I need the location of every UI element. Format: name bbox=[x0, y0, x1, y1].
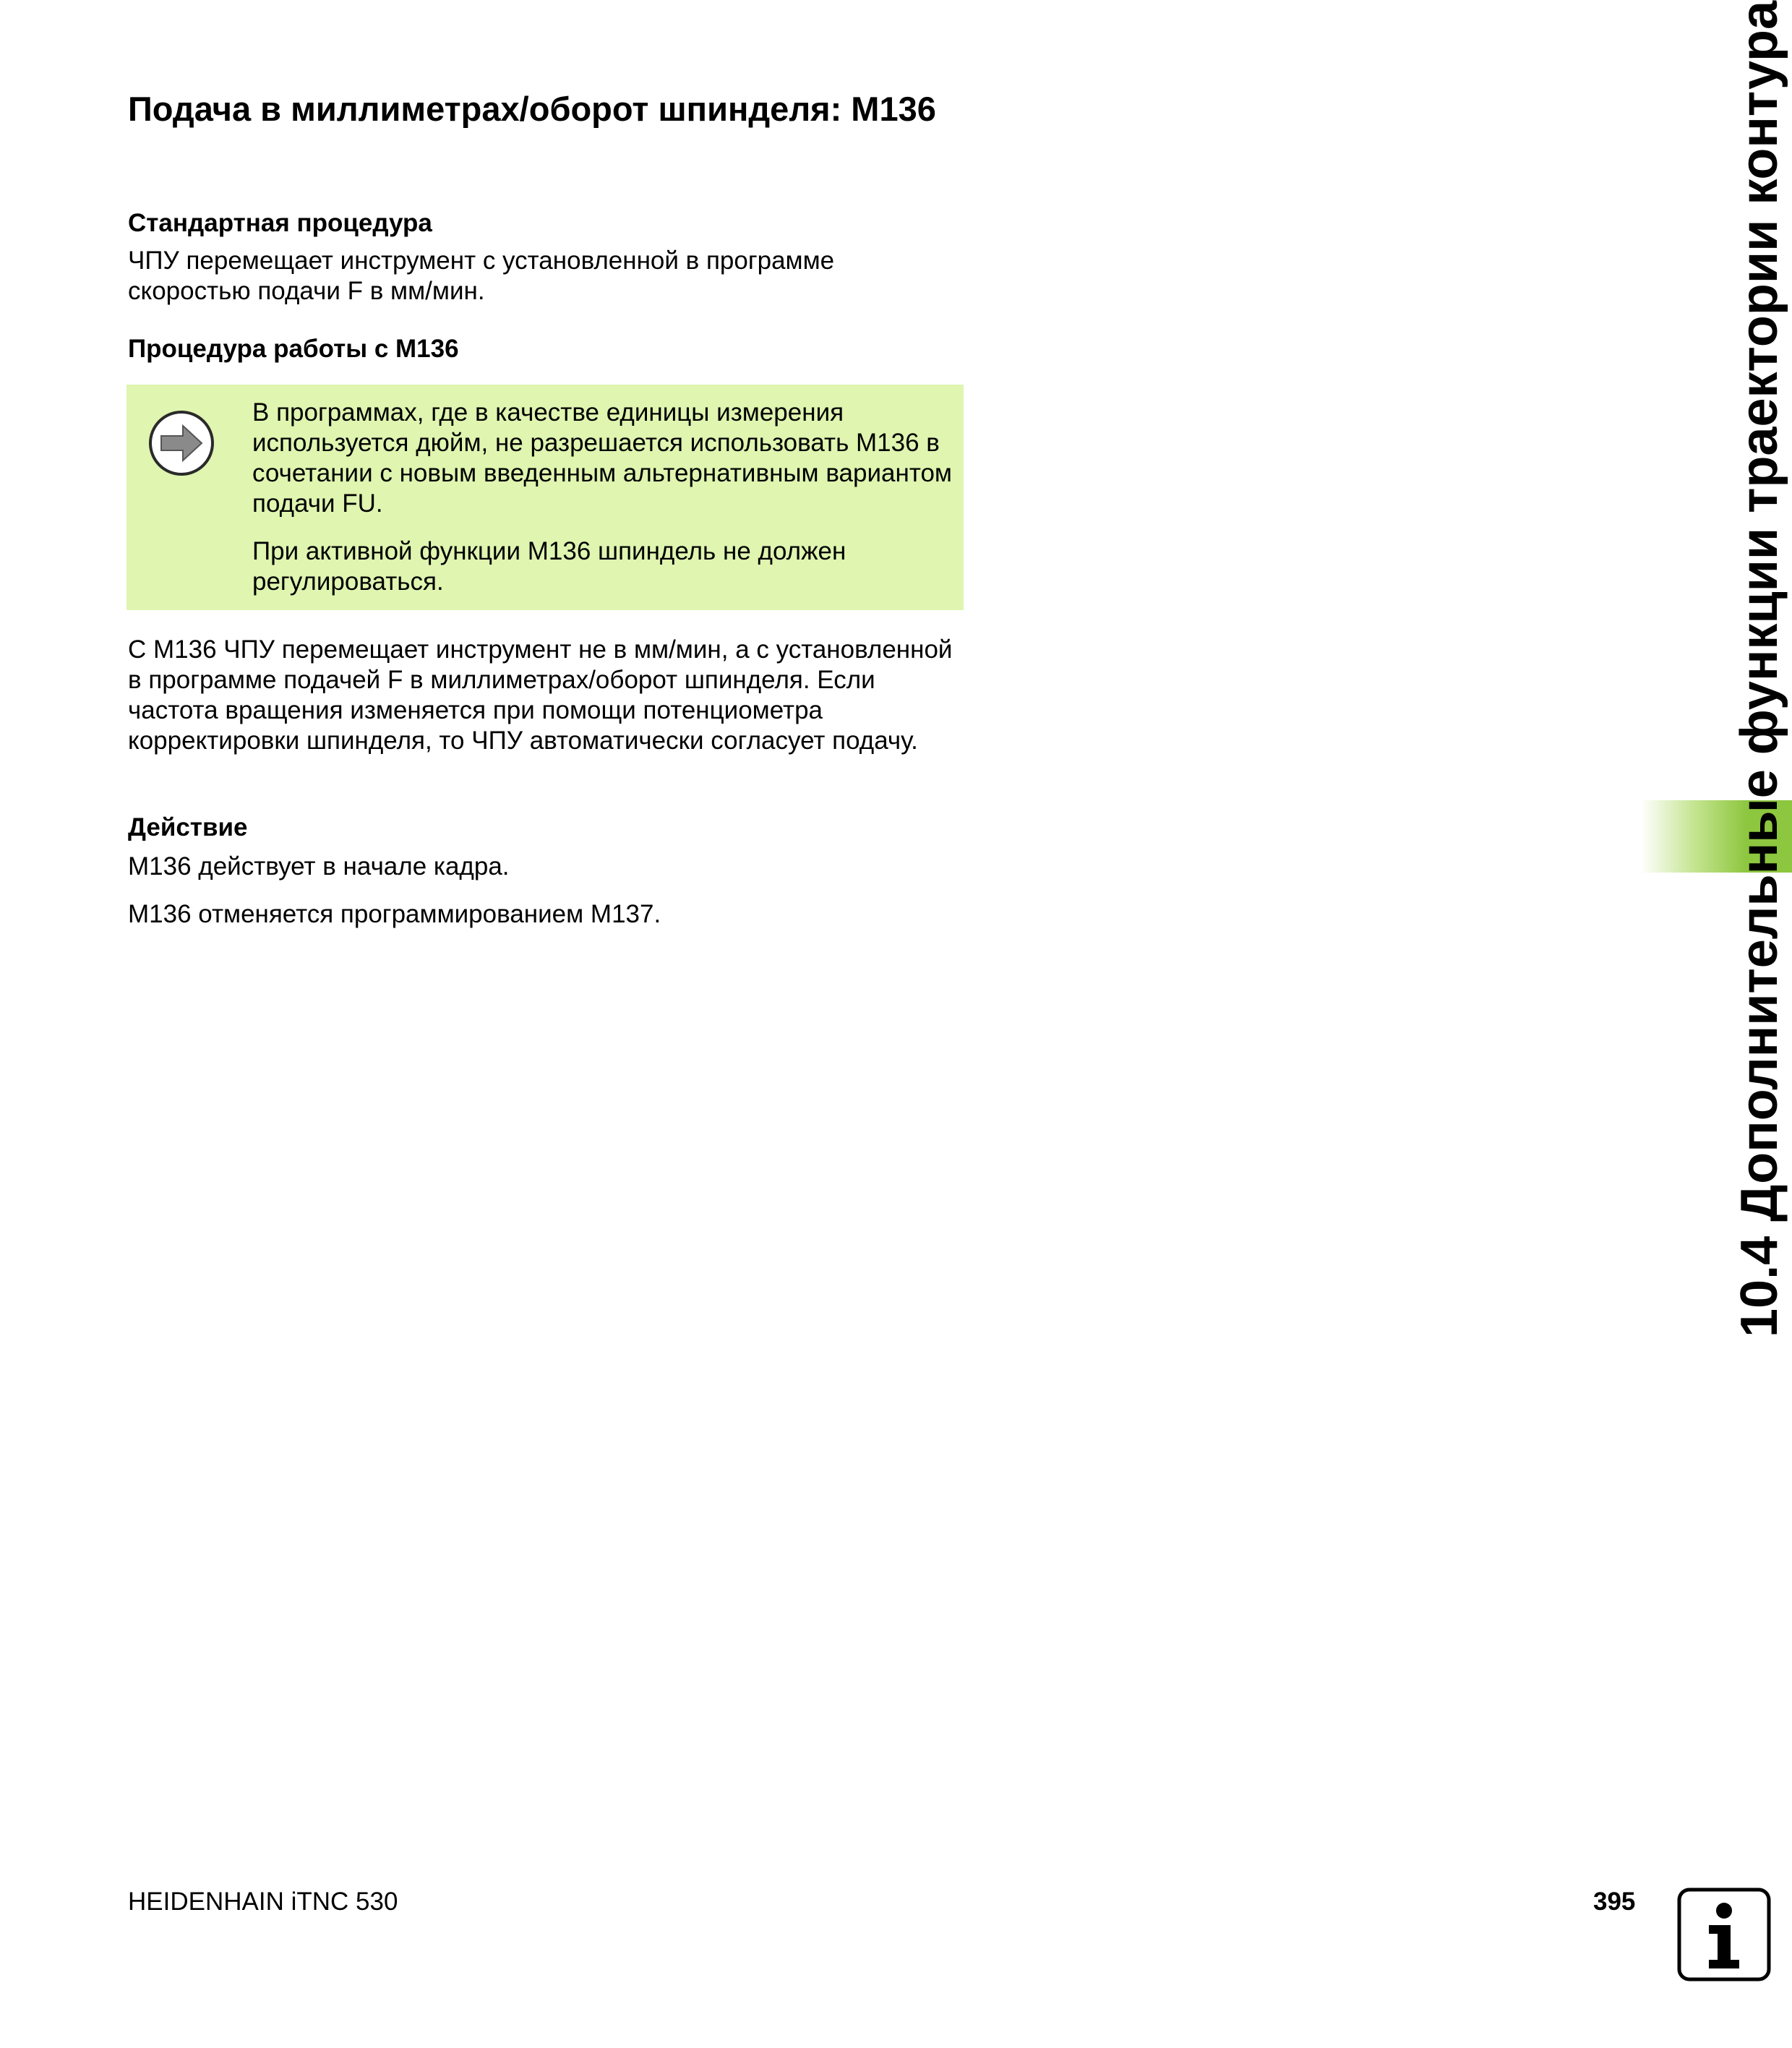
note-paragraph-1: В программах, где в качестве единицы измерения используется дюйм, не разрешается использовать M136 в сочетании с новым введенным альтернативным вариантом подачи FU. bbox=[252, 398, 952, 518]
chapter-title: 10.4 Дополнительные функции траектории контура bbox=[1731, 0, 1788, 1337]
paragraph-action-1: M136 действует в начале кадра. bbox=[128, 852, 510, 881]
page-title: Подача в миллиметрах/оборот шпинделя: M136 bbox=[128, 90, 936, 128]
note-box bbox=[127, 385, 964, 610]
page-number: 395 bbox=[1593, 1888, 1636, 1916]
heading-procedure: Процедура работы с M136 bbox=[128, 335, 459, 363]
note-paragraph-2: При активной функции M136 шпиндель не должен регулироваться. bbox=[252, 537, 846, 596]
note-text bbox=[252, 398, 953, 614]
paragraph-action-2: M136 отменяется программированием M137. bbox=[128, 900, 661, 928]
footer-product: HEIDENHAIN iTNC 530 bbox=[128, 1888, 398, 1916]
paragraph-standard: ЧПУ перемещает инструмент с установленной в программе скоростью подачи F в мм/мин. bbox=[128, 247, 835, 305]
info-icon[interactable] bbox=[1677, 1888, 1771, 1981]
arrow-right-circle-icon bbox=[148, 410, 215, 476]
heading-standard: Стандартная процедура bbox=[128, 209, 432, 237]
paragraph-procedure: С M136 ЧПУ перемещает инструмент не в мм/мин, а с установленной в программе подачей F в миллиметрах/оборот шпинделя. Если частота вращения изменяется при помощи потенциометра корректировки шпинделя, то ЧПУ автоматически согласует подачу. bbox=[128, 635, 953, 755]
heading-action: Действие bbox=[128, 813, 248, 841]
